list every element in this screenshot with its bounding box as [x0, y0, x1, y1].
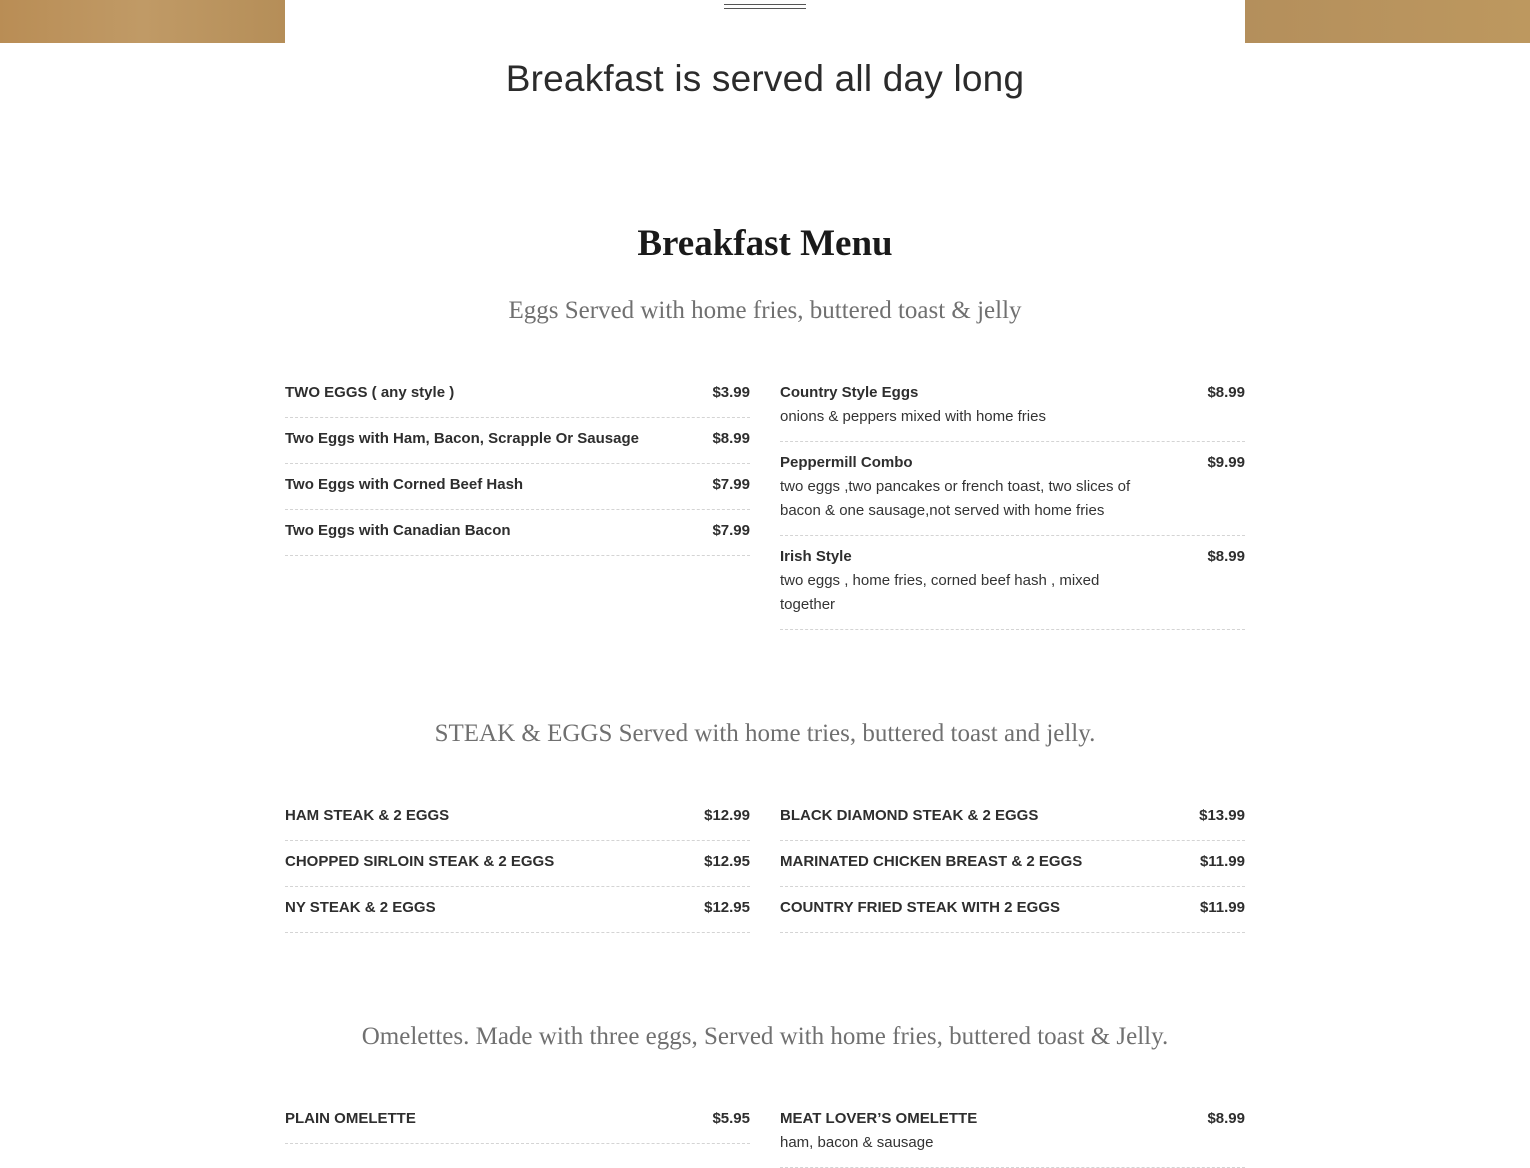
item-price: $12.99 [704, 807, 750, 824]
header-banner-right [1245, 0, 1530, 43]
menu-item [285, 372, 750, 418]
item-price: $5.95 [712, 1110, 750, 1127]
item-description: two eggs , home fries, corned beef hash , mixed together [780, 572, 1100, 613]
tagline: Breakfast is served all day long [505, 58, 1025, 99]
omelettes-right-column [780, 1098, 1245, 1168]
item-name: Peppermill Combo [780, 454, 913, 471]
item-price: $12.95 [704, 853, 750, 870]
item-name: MARINATED CHICKEN BREAST & 2 EGGS [780, 853, 1083, 870]
item-price: $7.99 [712, 476, 750, 493]
item-name: BLACK DIAMOND STEAK & 2 EGGS [780, 807, 1039, 824]
item-price: $9.99 [1207, 454, 1245, 471]
item-name: TWO EGGS ( any style ) [285, 384, 455, 401]
item-price: $12.95 [704, 899, 750, 916]
item-description: onions & peppers mixed with home fries [780, 408, 1046, 425]
item-price: $7.99 [712, 522, 750, 539]
item-name: NY STEAK & 2 EGGS [285, 899, 436, 916]
menu-item [285, 418, 750, 464]
omelettes-section-heading: Omelettes. Made with three eggs, Served with home fries, buttered toast & Jelly. [361, 1023, 1169, 1050]
menu-item [780, 1098, 1245, 1168]
steak-right-column [780, 795, 1245, 933]
menu-item [285, 841, 750, 887]
item-price: $8.99 [712, 430, 750, 447]
item-price: $3.99 [712, 384, 750, 401]
item-description: ham, bacon & sausage [780, 1134, 934, 1151]
item-name: Two Eggs with Canadian Bacon [285, 522, 511, 539]
item-name: CHOPPED SIRLOIN STEAK & 2 EGGS [285, 853, 555, 870]
steak-section-heading: STEAK & EGGS Served with home tries, buttered toast and jelly. [434, 720, 1096, 747]
item-name: PLAIN OMELETTE [285, 1110, 416, 1127]
menu-item [780, 841, 1245, 887]
item-name: Two Eggs with Corned Beef Hash [285, 476, 524, 493]
item-price: $8.99 [1207, 1110, 1245, 1127]
menu-item [285, 795, 750, 841]
item-price: $8.99 [1207, 384, 1245, 401]
menu-title: Breakfast Menu [637, 223, 893, 264]
header-banner-left [0, 0, 285, 43]
steak-left-column [285, 795, 750, 933]
item-name: HAM STEAK & 2 EGGS [285, 807, 450, 824]
menu-item [780, 887, 1245, 933]
menu-item [285, 1098, 750, 1144]
menu-item [780, 536, 1245, 630]
item-name: Two Eggs with Ham, Bacon, Scrapple Or Sausage [285, 430, 639, 447]
menu-item [780, 372, 1245, 442]
item-price: $8.99 [1207, 548, 1245, 565]
eggs-section-heading: Eggs Served with home fries, buttered toast & jelly [508, 297, 1022, 324]
menu-item [285, 887, 750, 933]
eggs-right-column [780, 372, 1245, 630]
menu-item [780, 442, 1245, 536]
eggs-left-column [285, 372, 750, 556]
menu-item [780, 795, 1245, 841]
divider-rule [724, 4, 806, 9]
item-name: Country Style Eggs [780, 384, 919, 401]
item-price: $13.99 [1199, 807, 1245, 824]
menu-item [285, 510, 750, 556]
item-price: $11.99 [1199, 899, 1245, 916]
menu-item [285, 464, 750, 510]
item-description: two eggs ,two pancakes or french toast, two slices of bacon & one sausage,not served with home fries [780, 478, 1131, 519]
item-name: COUNTRY FRIED STEAK WITH 2 EGGS [780, 899, 1061, 916]
omelettes-left-column [285, 1098, 750, 1144]
item-name: Irish Style [780, 548, 852, 565]
item-name: MEAT LOVER’S OMELETTE [780, 1110, 978, 1127]
item-price: $11.99 [1199, 853, 1245, 870]
